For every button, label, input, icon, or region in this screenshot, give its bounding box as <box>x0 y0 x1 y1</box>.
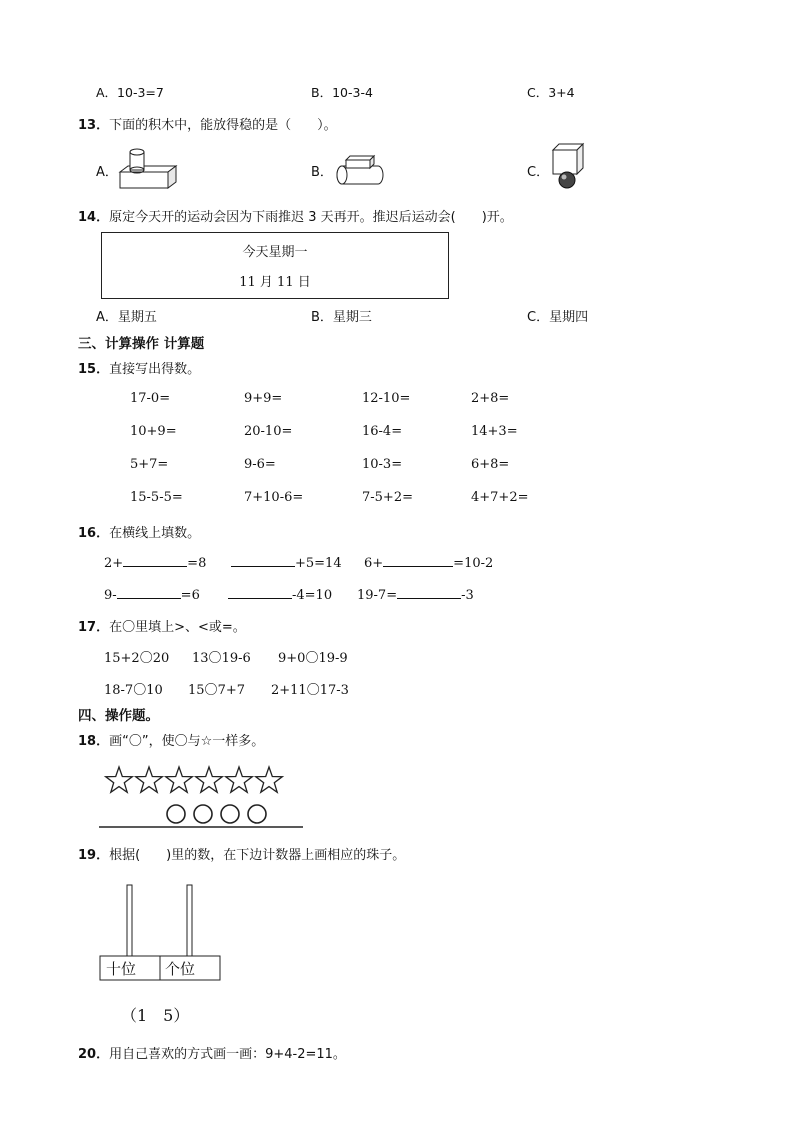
block-cube-on-ball-icon <box>549 142 589 192</box>
compare-item <box>192 647 251 666</box>
compare-right: 7+7 <box>217 683 245 698</box>
compare-circle-icon[interactable]: 〇 <box>139 651 153 666</box>
question-18 <box>78 730 264 749</box>
question-number: 17． <box>78 620 110 635</box>
question-number: 18． <box>78 734 110 749</box>
compare-right: 19-6 <box>221 651 251 666</box>
question-number: 19． <box>78 848 110 863</box>
star-icon <box>196 767 223 792</box>
section-title-4: 四、操作题。 <box>78 708 159 724</box>
question-number: 14． <box>78 210 110 225</box>
compare-left: 13 <box>192 651 209 666</box>
fill-blank-prefix: 6+ <box>364 556 384 571</box>
compare-item <box>188 679 245 698</box>
circle-icon <box>194 805 212 823</box>
block-box-on-cylinder-icon <box>334 150 386 190</box>
fill-blank-suffix: +5=14 <box>295 556 342 571</box>
tens-rod[interactable] <box>127 885 132 956</box>
q15-item: 12-10= <box>362 391 411 406</box>
question-15 <box>78 358 200 377</box>
tens-label: 十位 <box>106 960 137 978</box>
q12-option-a: A．10-3=7 <box>96 85 164 100</box>
q15-item: 9-6= <box>244 457 276 472</box>
compare-item <box>271 679 349 698</box>
fill-blank-prefix: 9- <box>104 588 117 603</box>
compare-circle-icon[interactable]: 〇 <box>305 651 319 666</box>
question-number: 15． <box>78 362 110 377</box>
question-19 <box>78 844 405 863</box>
fill-blank-suffix: =10-2 <box>453 556 494 571</box>
circle-icon <box>248 805 266 823</box>
q15-item: 15-5-5= <box>130 490 183 505</box>
fill-blank-suffix: =8 <box>187 556 207 571</box>
fill-blank-line[interactable] <box>397 586 461 599</box>
fill-blank-item <box>104 554 206 571</box>
q15-item: 9+9= <box>244 391 283 406</box>
compare-item <box>278 647 348 666</box>
section-title-3: 三、计算操作 计算题 <box>78 336 205 352</box>
q15-item: 10+9= <box>130 424 177 439</box>
fill-blank-line[interactable] <box>231 554 295 567</box>
q15-item: 7+10-6= <box>244 490 304 505</box>
compare-circle-icon[interactable]: 〇 <box>133 683 147 698</box>
compare-circle-icon[interactable]: 〇 <box>208 651 222 666</box>
star-icon <box>106 767 133 792</box>
fill-blank-line[interactable] <box>117 586 181 599</box>
q13-label-a: A． <box>96 165 118 180</box>
fill-blank-line[interactable] <box>123 554 187 567</box>
calendar-box <box>101 232 449 299</box>
compare-left: 9+0 <box>278 651 306 666</box>
question-13 <box>78 114 337 133</box>
q15-item: 20-10= <box>244 424 293 439</box>
star-icon <box>226 767 253 792</box>
fill-blank-suffix: -3 <box>461 588 474 603</box>
compare-right: 17-3 <box>319 683 349 698</box>
compare-item <box>104 647 169 666</box>
compare-right: 20 <box>152 651 170 666</box>
star-icon <box>256 767 283 792</box>
star-icon <box>166 767 193 792</box>
q14-option-c: C．星期四 <box>527 310 589 325</box>
question-text: 画“〇”，使〇与☆一样多。 <box>109 734 265 749</box>
compare-right: 10 <box>146 683 163 698</box>
q15-item: 5+7= <box>130 457 169 472</box>
fill-blank-line[interactable] <box>228 586 292 599</box>
calendar-weekday: 今天星期一 <box>242 245 308 260</box>
fill-blank-item <box>231 554 342 571</box>
q15-item: 2+8= <box>471 391 510 406</box>
question-20 <box>78 1043 346 1062</box>
question-text: 用自己喜欢的方式画一画：9+4-2=11。 <box>109 1047 346 1062</box>
circle-icon <box>221 805 239 823</box>
fill-blank-item <box>364 554 493 571</box>
calendar-date: 11 月 11 日 <box>239 275 311 290</box>
compare-circle-icon[interactable]: 〇 <box>204 683 218 698</box>
ones-rod[interactable] <box>187 885 192 956</box>
circle-icon <box>167 805 185 823</box>
q12-option-c: C．3+4 <box>527 85 575 100</box>
question-number: 13． <box>78 118 110 133</box>
question-17 <box>78 616 246 635</box>
question-number: 20． <box>78 1047 110 1062</box>
q15-item: 14+3= <box>471 424 518 439</box>
fill-blank-line[interactable] <box>383 554 453 567</box>
question-text: 下面的积木中，能放得稳的是（ ）。 <box>109 118 337 133</box>
q15-item: 10-3= <box>362 457 403 472</box>
q15-item: 4+7+2= <box>471 490 529 505</box>
q13-label-c: C． <box>527 165 550 180</box>
stars-and-circles-figure <box>98 762 308 832</box>
question-text: 直接写出得数。 <box>109 362 201 377</box>
fill-blank-item <box>228 586 332 603</box>
question-text: 根据( )里的数，在下边计数器上画相应的珠子。 <box>109 848 406 863</box>
q14-option-a: A．星期五 <box>96 310 157 325</box>
q15-item: 7-5+2= <box>362 490 413 505</box>
star-icon <box>136 767 163 792</box>
fill-blank-prefix: 2+ <box>104 556 124 571</box>
compare-circle-icon[interactable]: 〇 <box>306 683 320 698</box>
ones-label: 个位 <box>165 960 196 978</box>
block-cylinder-on-box-icon <box>118 146 180 192</box>
fill-blank-item <box>357 586 474 603</box>
question-text: 原定今天开的运动会因为下雨推迟 3 天再开。推迟后运动会( )开。 <box>109 210 513 225</box>
compare-item <box>104 679 163 698</box>
compare-left: 2+11 <box>271 683 307 698</box>
q15-item: 17-0= <box>130 391 171 406</box>
compare-left: 18-7 <box>104 683 134 698</box>
q15-item: 16-4= <box>362 424 403 439</box>
compare-right: 19-9 <box>318 651 348 666</box>
q12-option-b: B．10-3-4 <box>311 85 373 100</box>
question-14 <box>78 206 513 225</box>
question-number: 16． <box>78 526 110 541</box>
q14-option-b: B．星期三 <box>311 310 372 325</box>
fill-blank-suffix: =6 <box>180 588 200 603</box>
compare-left: 15+2 <box>104 651 140 666</box>
fill-blank-suffix: -4=10 <box>292 588 333 603</box>
question-text: 在横线上填数。 <box>109 526 201 541</box>
target-number: （1 5） <box>121 1006 190 1025</box>
fill-blank-prefix: 19-7= <box>357 588 398 603</box>
q13-label-b: B． <box>311 165 333 180</box>
question-text: 在〇里填上>、<或=。 <box>109 620 246 635</box>
question-16 <box>78 522 200 541</box>
compare-left: 15 <box>188 683 205 698</box>
fill-blank-item <box>104 586 200 603</box>
q15-item: 6+8= <box>471 457 510 472</box>
